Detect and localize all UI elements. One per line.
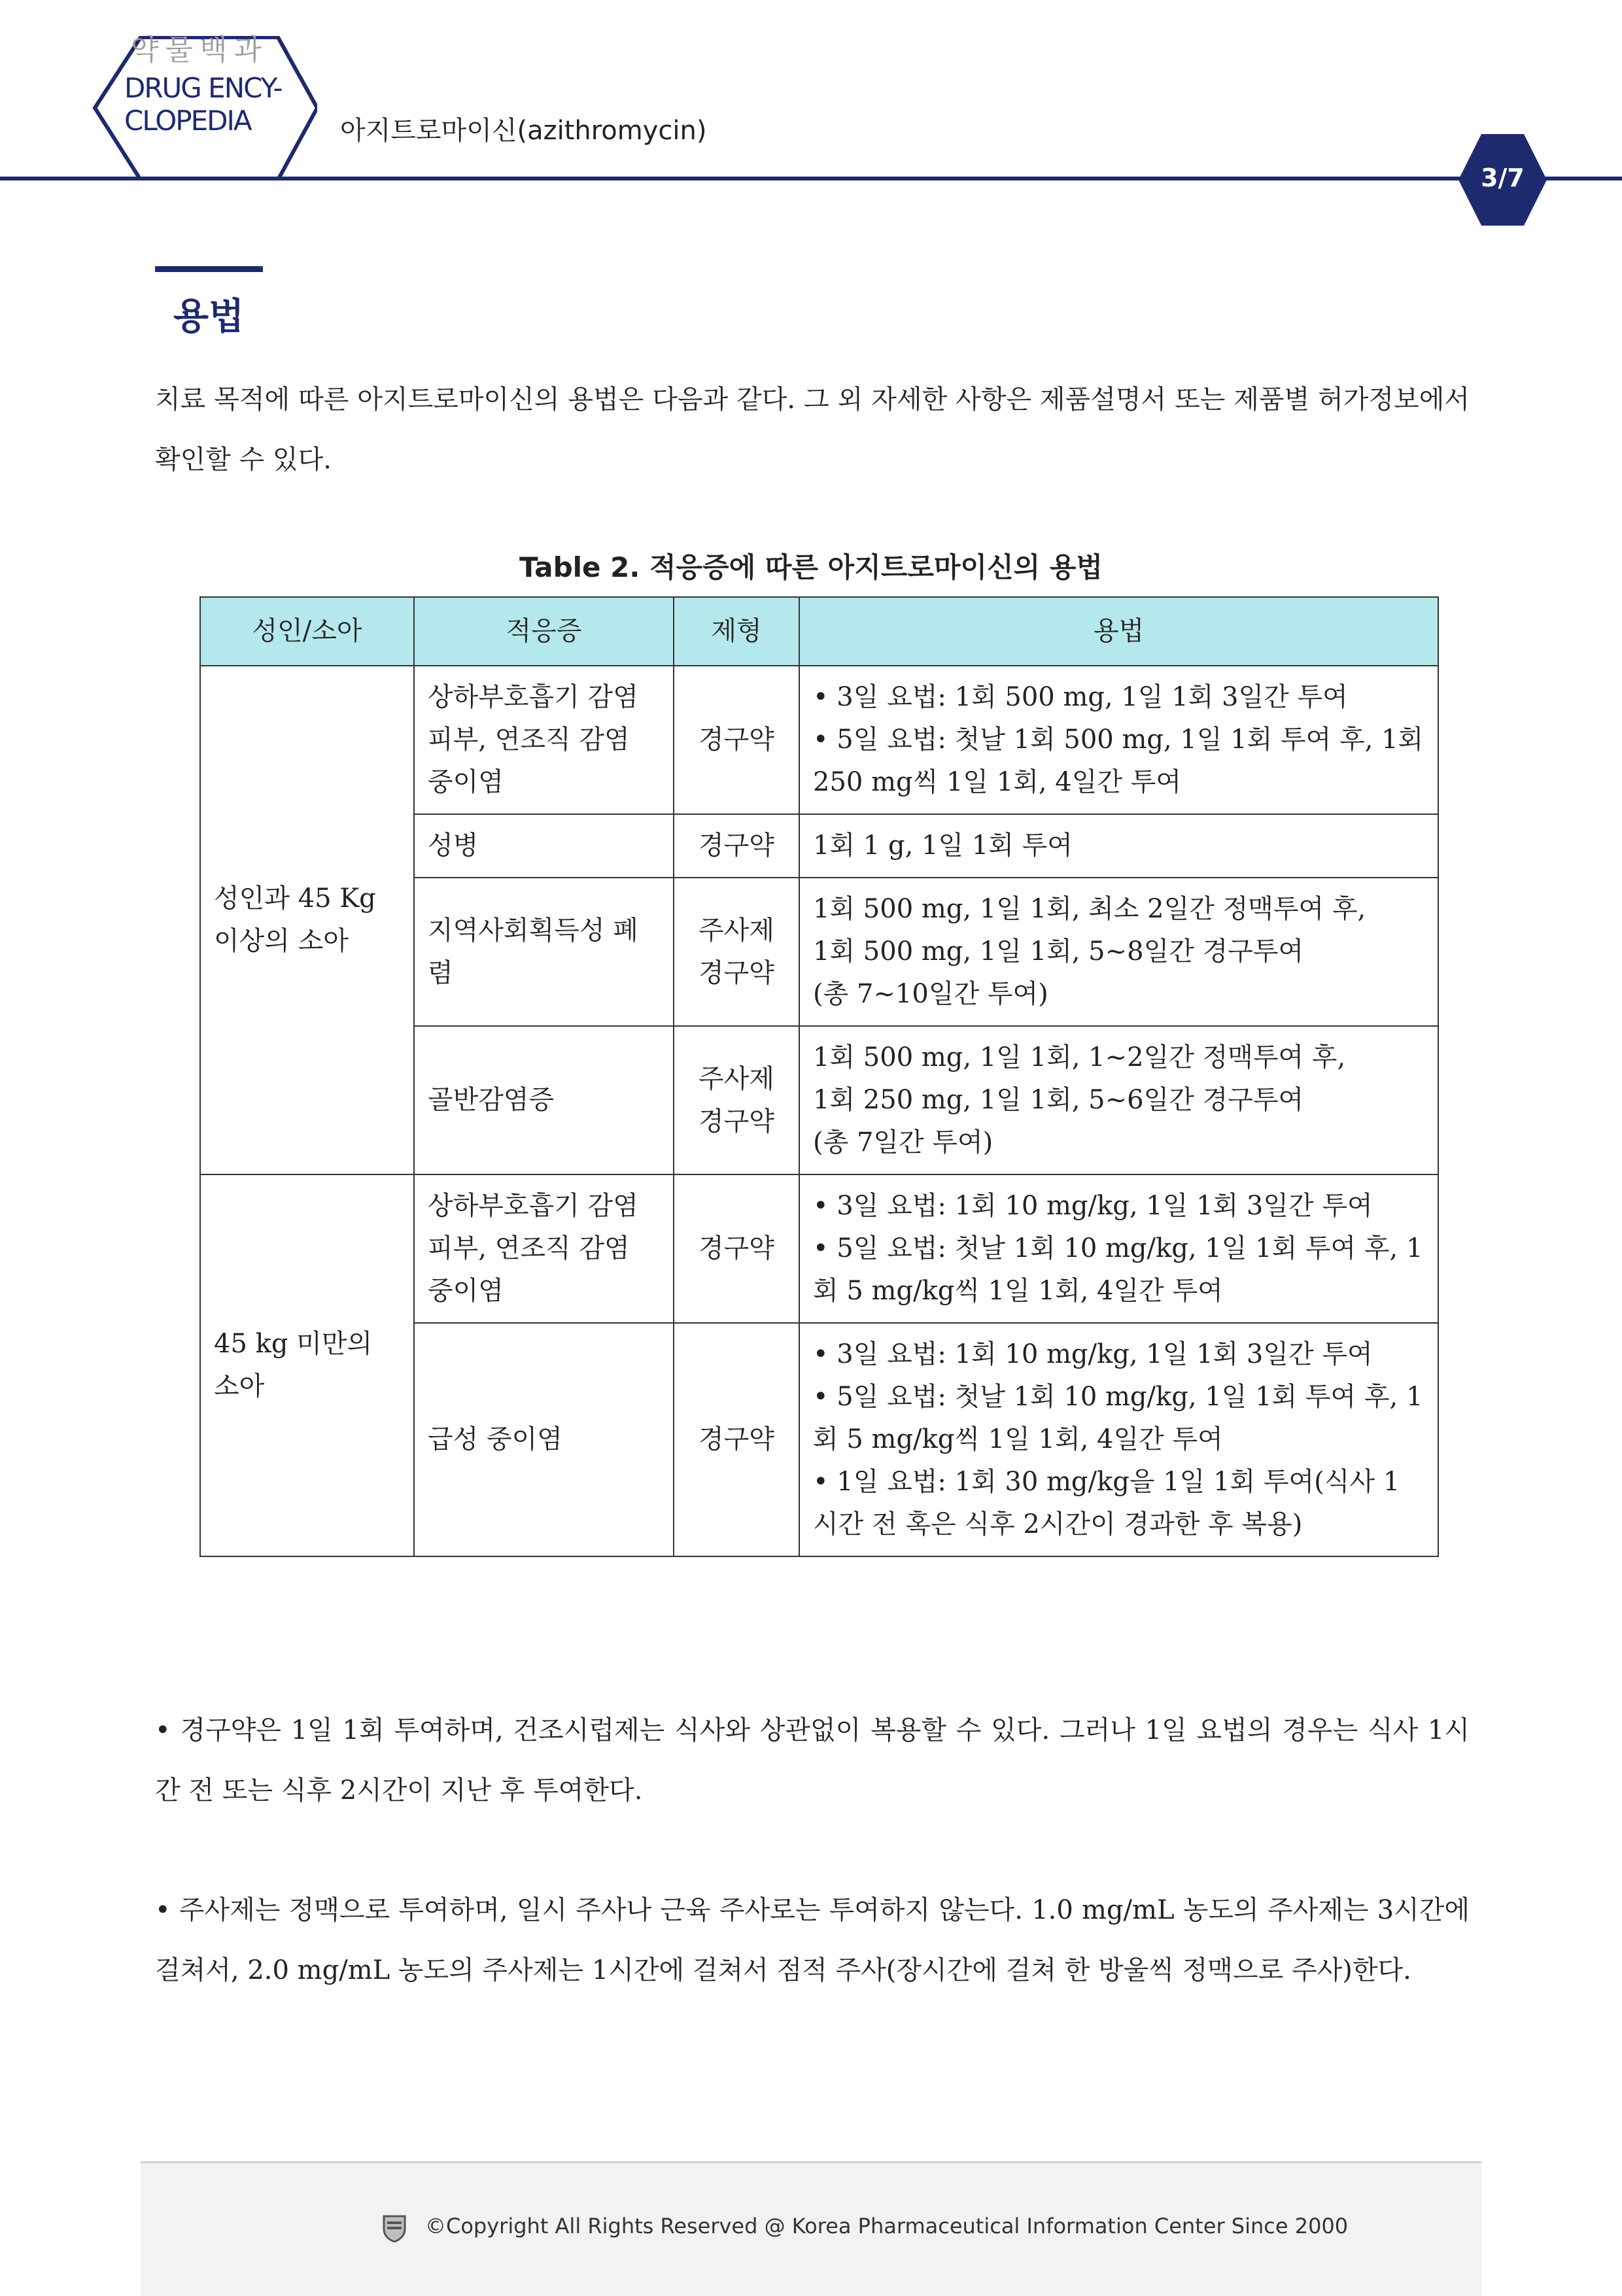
note-paragraph: • 경구약은 1일 1회 투여하며, 건조시럽제는 식사와 상관없이 복용할 수 있다. 그러나 1일 요법의 경우는 식사 1시간 전 또는 식후 2시간이 지난 후 투여한다. [155, 1715, 1470, 1806]
dosage-cell [799, 878, 1438, 1026]
dosage-cell-line: • 5일 요법: 첫날 1회 10 mg/kg, 1일 1회 투여 후, 1회 5 mg/kg씩 1일 1회, 4일간 투여 [813, 1233, 1423, 1306]
indication-cell-line: 피부, 연조직 감염 [428, 725, 630, 755]
dosage-cell-line: 1회 500 mg, 1일 1회, 최소 2일간 정맥투여 후, [813, 894, 1366, 924]
dosage-cell-line: • 5일 요법: 첫날 1회 10 mg/kg, 1일 1회 투여 후, 1회 5 mg/kg씩 1일 1회, 4일간 투여 [813, 1382, 1423, 1454]
dosage-cell-line: • 5일 요법: 첫날 1회 500 mg, 1일 1회 투여 후, 1회 250 mg씩 1일 1회, 4일간 투여 [813, 725, 1424, 797]
indication-cell-line: 상하부호흡기 감염 [428, 1191, 638, 1221]
indication-cell [414, 814, 674, 878]
dosage-table [199, 596, 1439, 1557]
dosage-cell-line: • 3일 요법: 1회 10 mg/kg, 1일 1회 3일간 투여 [813, 1339, 1373, 1369]
footer-copyright: ©Copyright All Rights Reserved @ Korea Pharmaceutical Information Center Since 2000 [425, 2214, 1349, 2238]
dosage-cell-line: • 1일 요법: 1회 30 mg/kg을 1일 1회 투여(식사 1시간 전 혹은 식후 2시간이 경과한 후 복용) [813, 1467, 1400, 1539]
patient-group-cell: 45 kg 미만의 소아 [200, 1174, 414, 1556]
table-row [200, 666, 1438, 814]
formulation-cell [674, 666, 799, 814]
indication-cell [414, 878, 674, 1026]
formulation-cell-line: 경구약 [699, 725, 774, 755]
dosage-cell-line: • 3일 요법: 1회 500 mg, 1일 1회 3일간 투여 [813, 682, 1348, 712]
logo-english-line1: DRUG ENCY- [124, 72, 282, 104]
section-title: 용법 [173, 296, 245, 338]
document-title: 아지트로마이신(azithromycin) [340, 116, 707, 146]
shield-emblem-icon [381, 2214, 407, 2242]
formulation-cell [674, 1323, 799, 1556]
formulation-cell-line: 주사제 [699, 915, 774, 946]
formulation-cell [674, 1026, 799, 1174]
dosage-cell-line: 1회 500 mg, 1일 1회, 5~8일간 경구투여 [813, 936, 1304, 967]
dosage-cell-line: 1회 250 mg, 1일 1회, 5~6일간 경구투여 [813, 1085, 1304, 1115]
formulation-cell-line: 경구약 [699, 1233, 774, 1263]
indication-cell [414, 666, 674, 814]
formulation-cell [674, 814, 799, 878]
indication-cell-line: 성병 [428, 831, 479, 861]
dosage-cell-line: 1회 500 mg, 1일 1회, 1~2일간 정맥투여 후, [813, 1042, 1346, 1072]
dosage-cell [799, 1026, 1438, 1174]
dosage-cell-line: 1회 1 g, 1일 1회 투여 [813, 831, 1073, 861]
header-cell: 용법 [799, 597, 1438, 666]
intro-paragraph: 치료 목적에 따른 아지트로마이신의 용법은 다음과 같다. 그 외 자세한 사항은 제품설명서 또는 제품별 허가정보에서 확인할 수 있다. [155, 385, 1470, 475]
header-cell: 제형 [674, 597, 799, 666]
formulation-cell-line: 경구약 [699, 1424, 774, 1454]
indication-cell-line: 중이염 [428, 767, 504, 797]
formulation-cell [674, 878, 799, 1026]
formulation-cell-line: 경구약 [699, 831, 774, 861]
dosage-cell [799, 1323, 1438, 1556]
table-row [200, 1174, 1438, 1323]
table-body [200, 666, 1438, 1556]
formulation-cell-line: 경구약 [699, 1106, 774, 1137]
indication-cell-line: 지역사회획득성 폐렴 [428, 915, 638, 988]
logo-english-line2: CLOPEDIA [124, 105, 251, 137]
indication-cell-line: 골반감염증 [428, 1085, 555, 1115]
indication-cell-line: 중이염 [428, 1276, 504, 1306]
dosage-cell [799, 814, 1438, 878]
dosage-cell [799, 1174, 1438, 1323]
note-paragraph: • 주사제는 정맥으로 투여하며, 일시 주사나 근육 주사로는 투여하지 않는다. 1.0 mg/mL 농도의 주사제는 3시간에 걸쳐서, 2.0 mg/mL 농도의 주사제는 1시간에 걸쳐서 점적 주사(장시간에 걸쳐 한 방울씩 정맥으로 주사)한다. [155, 1895, 1470, 1985]
dosage-cell [799, 666, 1438, 814]
indication-cell-line: 상하부호흡기 감염 [428, 682, 638, 712]
table-caption: Table 2. 적응증에 따른 아지트로마이신의 용법 [519, 551, 1103, 583]
indication-cell [414, 1026, 674, 1174]
dosage-cell-line: (총 7~10일간 투여) [813, 979, 1048, 1009]
dosage-cell-line: (총 7일간 투여) [813, 1127, 993, 1157]
logo-korean: 약물백과 [131, 33, 269, 67]
dosage-cell-line: • 3일 요법: 1회 10 mg/kg, 1일 1회 3일간 투여 [813, 1191, 1373, 1221]
formulation-cell-line: 경구약 [699, 957, 774, 988]
formulation-cell-line: 주사제 [699, 1063, 774, 1094]
header-cell: 성인/소아 [200, 597, 414, 666]
section-accent-bar [155, 266, 263, 272]
patient-group-cell: 성인과 45 Kg 이상의 소아 [200, 666, 414, 1174]
indication-cell [414, 1323, 674, 1556]
formulation-cell [674, 1174, 799, 1323]
indication-cell-line: 피부, 연조직 감염 [428, 1233, 630, 1263]
table-header-row [200, 597, 1438, 666]
page-number: 3/7 [1481, 163, 1525, 192]
indication-cell-line: 급성 중이염 [428, 1424, 562, 1454]
header-cell: 적응증 [414, 597, 674, 666]
indication-cell [414, 1174, 674, 1323]
